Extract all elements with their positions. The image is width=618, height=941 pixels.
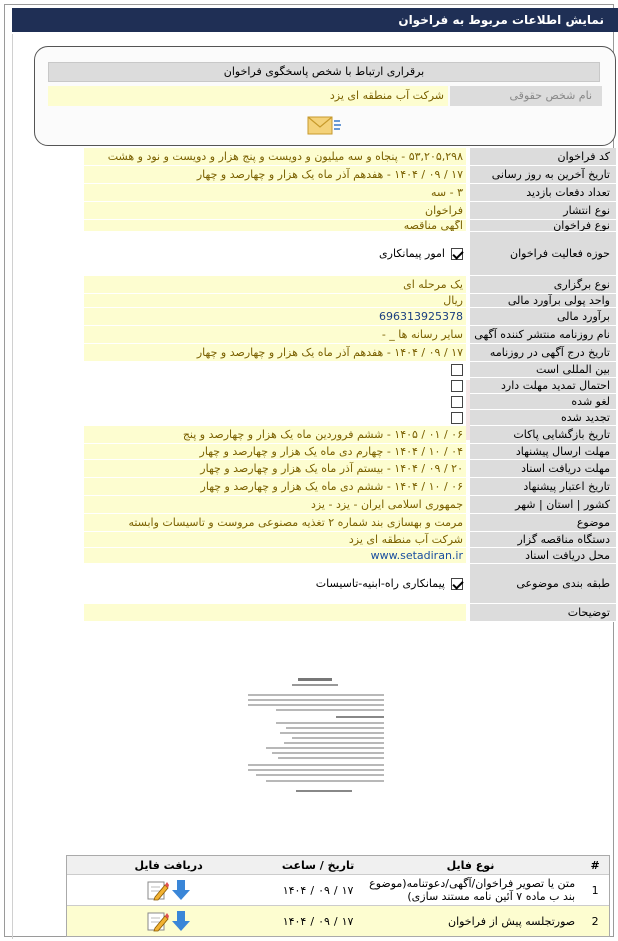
ad-date-label: تاریخ درج آگهی در روزنامه bbox=[470, 344, 616, 362]
notes-label: توضیحات bbox=[470, 604, 616, 622]
category-value bbox=[84, 564, 466, 604]
envelope-icon[interactable] bbox=[306, 114, 342, 138]
row-receive-deadline bbox=[84, 460, 616, 478]
doc-place-label: محل دریافت اسناد bbox=[470, 548, 616, 564]
opening-label: تاریخ بازگشایی پاکات bbox=[470, 426, 616, 444]
activity-label: حوزه فعالیت فراخوان bbox=[470, 232, 616, 276]
download-arrow-icon[interactable] bbox=[171, 879, 191, 901]
row-newspaper bbox=[84, 326, 616, 344]
row-last-update bbox=[84, 166, 616, 184]
edit-pencil-icon[interactable] bbox=[147, 879, 169, 901]
file-date: ۱۴۰۴ / ۰۹ / ۱۷ bbox=[282, 883, 354, 897]
opening-value: ۰۶ / ۰۱ / ۱۴۰۵ - ششم فروردین ماه یک هزار و چهارصد و پنج bbox=[84, 426, 466, 444]
row-publish-type bbox=[84, 202, 616, 220]
file-download-cell bbox=[67, 875, 270, 905]
legal-person-value: شرکت آب منطقه ای یزد bbox=[48, 86, 448, 106]
estimate-value bbox=[84, 308, 466, 326]
edit-pencil-icon[interactable] bbox=[147, 910, 169, 932]
row-subject bbox=[84, 514, 616, 532]
code-label: کد فراخوان bbox=[470, 148, 616, 166]
currency-value: ریال bbox=[84, 294, 466, 308]
organizer-value: شرکت آب منطقه ای یزد bbox=[84, 532, 466, 548]
estimate-number: 696313925378 bbox=[379, 310, 463, 323]
row-notes bbox=[84, 604, 616, 622]
files-col-date: تاریخ / ساعت bbox=[281, 858, 355, 872]
row-cancelled bbox=[84, 394, 616, 410]
row-renewed bbox=[84, 410, 616, 426]
renewed-checkbox[interactable] bbox=[451, 412, 463, 424]
international-checkbox[interactable] bbox=[451, 364, 463, 376]
file-download-cell bbox=[67, 906, 270, 936]
row-call-type bbox=[84, 220, 616, 232]
organizer-label: دستگاه مناقصه گزار bbox=[470, 532, 616, 548]
visits-label: تعداد دفعات بازدید bbox=[470, 184, 616, 202]
row-code bbox=[84, 148, 616, 166]
file-type: متن یا تصویر فراخوان/آگهی/دعوتنامه(موضوع بند ب ماده ۷ آئین نامه مستند سازی) bbox=[369, 877, 576, 903]
extension-label: احتمال تمدید مهلت دارد bbox=[470, 378, 616, 394]
download-arrow-icon[interactable] bbox=[171, 910, 191, 932]
file-year: ۱۴۰۴ bbox=[282, 883, 307, 897]
row-location bbox=[84, 496, 616, 514]
file-year: ۱۴۰۴ bbox=[282, 914, 307, 928]
holding-type-value: یک مرحله ای bbox=[84, 276, 466, 294]
activity-text: امور پیمانکاری bbox=[379, 247, 445, 260]
receive-deadline-value: ۲۰ / ۰۹ / ۱۴۰۴ - بیستم آذر ماه یک هزار و چهارصد و چهار bbox=[84, 460, 466, 478]
category-label: طبقه بندی موضوعی bbox=[470, 564, 616, 604]
row-international bbox=[84, 362, 616, 378]
ad-date-value: ۱۷ / ۰۹ / ۱۴۰۴ - هفدهم آذر ماه یک هزار و چهارصد و چهار bbox=[84, 344, 466, 362]
page-title: نمایش اطلاعات مربوط به فراخوان bbox=[398, 13, 604, 27]
row-currency bbox=[84, 294, 616, 308]
row-opening bbox=[84, 426, 616, 444]
send-deadline-label: مهلت ارسال پیشنهاد bbox=[470, 444, 616, 460]
extension-value bbox=[84, 378, 466, 394]
file-num: 2 bbox=[591, 914, 599, 928]
activity-value bbox=[84, 232, 466, 276]
row-ad-date bbox=[84, 344, 616, 362]
left-divider bbox=[12, 34, 13, 939]
legal-person-label: نام شخص حقوقی bbox=[450, 86, 602, 106]
row-validity bbox=[84, 478, 616, 496]
cancelled-checkbox[interactable] bbox=[451, 396, 463, 408]
activity-checkbox[interactable] bbox=[451, 248, 463, 260]
cancelled-label: لغو شده bbox=[470, 394, 616, 410]
row-estimate bbox=[84, 308, 616, 326]
file-day: ۱۷ bbox=[341, 914, 354, 928]
estimate-label: برآورد مالی bbox=[470, 308, 616, 326]
row-visits bbox=[84, 184, 616, 202]
contact-title: برقراری ارتباط با شخص پاسخگوی فراخوان bbox=[48, 62, 600, 82]
subject-label: موضوع bbox=[470, 514, 616, 532]
international-value bbox=[84, 362, 466, 378]
location-label: کشور | استان | شهر bbox=[470, 496, 616, 514]
renewed-label: تجدید شده bbox=[470, 410, 616, 426]
receive-deadline-label: مهلت دریافت اسناد bbox=[470, 460, 616, 478]
newspaper-value: سایر رسانه ها _ - bbox=[84, 326, 466, 344]
call-type-value: آگهی مناقصه bbox=[84, 220, 466, 232]
validity-label: تاریخ اعتبار پیشنهاد bbox=[470, 478, 616, 496]
visits-value: ۳ - سه bbox=[84, 184, 466, 202]
subject-value: مرمت و بهسازی بند شماره ۲ تغذیه مصنوعی مروست و تاسیسات وابسته bbox=[84, 514, 466, 532]
validity-value: ۰۶ / ۱۰ / ۱۴۰۴ - ششم دی ماه یک هزار و چهارصد و چهار bbox=[84, 478, 466, 496]
file-day: ۱۷ bbox=[341, 883, 354, 897]
call-type-label: نوع فراخوان bbox=[470, 220, 616, 232]
row-extension bbox=[84, 378, 616, 394]
row-send-deadline bbox=[84, 444, 616, 460]
file-month: ۰۹ bbox=[318, 914, 330, 928]
newspaper-label: نام روزنامه منتشر کننده آگهی bbox=[470, 326, 616, 344]
row-holding-type bbox=[84, 276, 616, 294]
row-category bbox=[84, 564, 616, 604]
table-row bbox=[67, 905, 609, 936]
code-value: ۵۳,۲۰۵,۲۹۸ - پنجاه و سه میلیون و دویست و پنج هزار و دویست و نود و هشت bbox=[84, 148, 466, 166]
currency-label: واحد پولی برآورد مالی bbox=[470, 294, 616, 308]
last-update-value: ۱۷ / ۰۹ / ۱۴۰۴ - هفدهم آذر ماه یک هزار و چهارصد و چهار bbox=[84, 166, 466, 184]
file-num: 1 bbox=[591, 883, 599, 897]
row-organizer bbox=[84, 532, 616, 548]
category-checkbox[interactable] bbox=[451, 578, 463, 590]
send-deadline-value: ۰۴ / ۱۰ / ۱۴۰۴ - چهارم دی ماه یک هزار و چهارصد و چهار bbox=[84, 444, 466, 460]
category-text: پیمانکاری راه-ابنیه-تاسیسات bbox=[315, 577, 445, 590]
file-date: ۱۴۰۴ / ۰۹ / ۱۷ bbox=[282, 914, 354, 928]
international-label: بین المللی است bbox=[470, 362, 616, 378]
publish-type-label: نوع انتشار bbox=[470, 202, 616, 220]
location-value: جمهوری اسلامی ایران - یزد - یزد bbox=[84, 496, 466, 514]
holding-type-label: نوع برگزاری bbox=[470, 276, 616, 294]
doc-place-link[interactable]: www.setadiran.ir bbox=[84, 548, 466, 564]
row-activity bbox=[84, 232, 616, 276]
last-update-label: تاریخ آخرین به روز رسانی bbox=[470, 166, 616, 184]
row-doc-place bbox=[84, 548, 616, 564]
cancelled-value bbox=[84, 394, 466, 410]
file-month: ۰۹ bbox=[318, 883, 330, 897]
page-header bbox=[12, 8, 618, 32]
files-col-num: # bbox=[590, 858, 600, 872]
file-type: صورتجلسه پیش از فراخوان bbox=[447, 914, 576, 928]
table-row bbox=[67, 874, 609, 905]
files-table bbox=[66, 855, 610, 937]
publish-type-value: فراخوان bbox=[84, 202, 466, 220]
files-col-type: نوع فایل bbox=[446, 858, 495, 872]
renewed-value bbox=[84, 410, 466, 426]
document-preview-image[interactable] bbox=[236, 672, 396, 800]
files-col-download: دریافت فایل bbox=[134, 858, 203, 872]
files-header-row bbox=[67, 856, 609, 874]
extension-checkbox[interactable] bbox=[451, 380, 463, 392]
notes-value bbox=[84, 604, 466, 622]
